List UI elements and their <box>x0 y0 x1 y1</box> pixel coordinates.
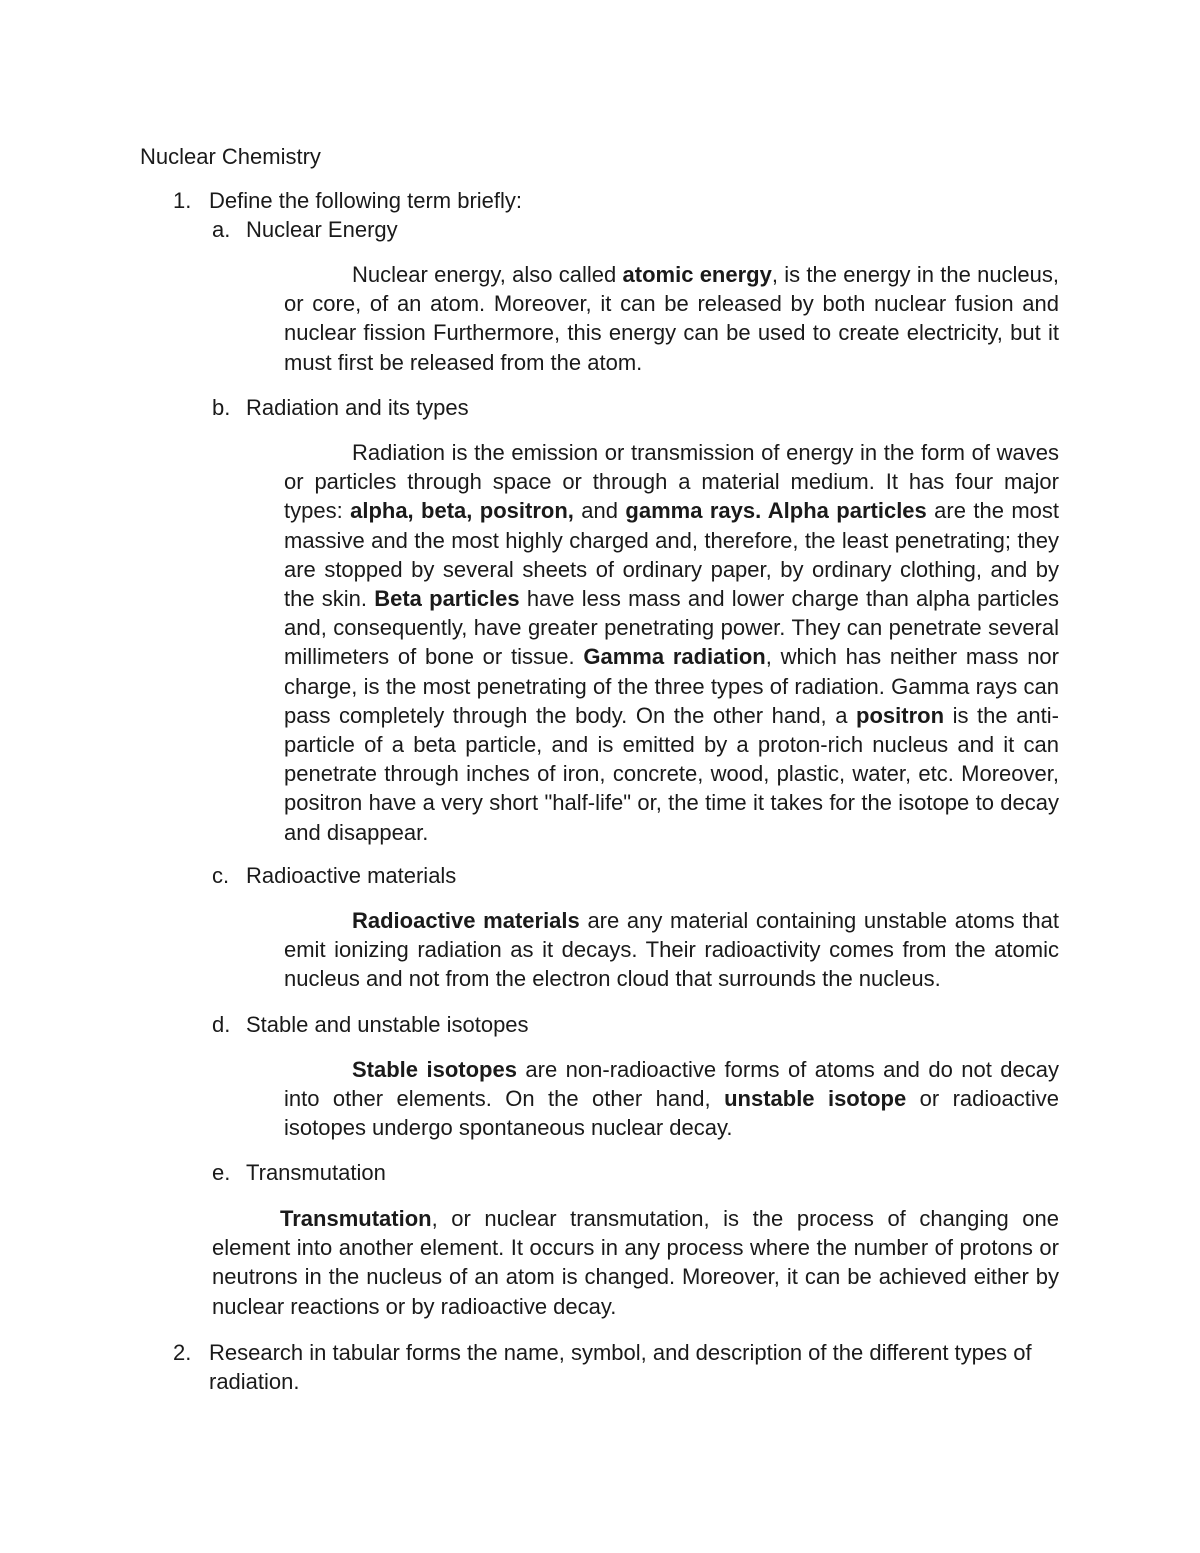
question-number: 2. <box>173 1340 192 1365</box>
item-e-paragraph <box>212 1204 1059 1321</box>
paragraph-text: have less mass and lower charge than alpha particles and, consequently, have greater penetrating power. They can penetrate several millimeters of bone or tissue. <box>284 586 1059 670</box>
item-heading-text: Transmutation <box>246 1160 386 1185</box>
item-label: d. <box>212 1012 231 1037</box>
paragraph-text: , is the energy in the nucleus, or core, of an atom. Moreover, it can be released by both nuclear fusion and nuclear fission Furthermore, this energy can be used to create electricity, but it must first be released from the atom. <box>284 262 1060 375</box>
bold-term: alpha, beta, positron, <box>350 498 574 524</box>
question-1 <box>173 186 1060 215</box>
question-text: Research in tabular forms the name, symbol, and description of the different types of radiation. <box>209 1340 1032 1395</box>
bold-term: Stable isotopes <box>352 1057 517 1082</box>
item-heading-text: Radiation and its types <box>246 395 469 420</box>
item-b-paragraph <box>284 438 1059 847</box>
item-label: b. <box>212 395 231 420</box>
bold-term: Radioactive materials <box>352 908 580 933</box>
item-a-paragraph <box>284 260 1059 377</box>
item-label: a. <box>212 217 231 242</box>
item-c-paragraph <box>284 906 1059 994</box>
paragraph-text: , which has neither mass nor charge, is the most penetrating of the three types of radiation. Gamma rays can pass completely through the body. On the other hand, a <box>284 644 1059 728</box>
item-label: c. <box>212 863 230 888</box>
paragraph-text: Radiation is the emission or transmission of energy in the form of waves or particles through space or through a material medium. It has four major types: <box>284 440 1059 524</box>
item-heading-text: Radioactive materials <box>246 863 457 888</box>
paragraph-text: is the anti-particle of a beta particle, and is emitted by a proton-rich nucleus and it can penetrate through inches of iron, concrete, wood, plastic, water, etc. Moreover, positron have a very short "half-life" or, the time it takes for the isotope to decay and disappear. <box>284 702 1059 845</box>
paragraph-text: Nuclear energy, also called <box>352 262 623 287</box>
bold-term: Gamma radiation <box>583 644 766 670</box>
bold-term: gamma rays. Alpha particles <box>625 498 927 524</box>
bold-term: positron <box>856 702 945 728</box>
question-number: 1. <box>173 188 192 213</box>
item-label: e. <box>212 1160 231 1185</box>
question-text: Define the following term briefly: <box>209 188 523 213</box>
paragraph-text: are non-radioactive forms of atoms and do not decay into other elements. On the other hand, <box>284 1057 1060 1112</box>
question-2 <box>173 1338 1060 1396</box>
paragraph-text: or radioactive isotopes undergo spontaneous nuclear decay. <box>284 1086 1059 1141</box>
item-d-paragraph <box>284 1055 1059 1143</box>
document-title: Nuclear Chemistry <box>140 144 321 169</box>
paragraph-text: are the most massive and the most highly charged and, therefore, the least penetrating; they are stopped by several sheets of ordinary paper, by ordinary clothing, and by the skin. <box>284 498 1060 612</box>
paragraph-text: are any material containing unstable atoms that emit ionizing radiation as it decays. Their radioactivity comes from the atomic nucleus and not from the electron cloud that surrounds the nucleus. <box>284 908 1059 992</box>
paragraph-text: and <box>573 498 626 524</box>
bold-term: Transmutation <box>280 1206 432 1231</box>
paragraph-text: , or nuclear transmutation, is the process of changing one element into another element. It occurs in any process where the number of protons or neutrons in the nucleus of an atom is changed. Moreover, it can be achieved either by nuclear reactions or by radioactive decay. <box>212 1206 1059 1319</box>
item-heading-text: Nuclear Energy <box>246 217 398 242</box>
bold-term: atomic energy <box>622 262 772 287</box>
item-heading-text: Stable and unstable isotopes <box>246 1012 529 1037</box>
bold-term: Beta particles <box>374 586 520 612</box>
bold-term: unstable isotope <box>724 1086 907 1112</box>
